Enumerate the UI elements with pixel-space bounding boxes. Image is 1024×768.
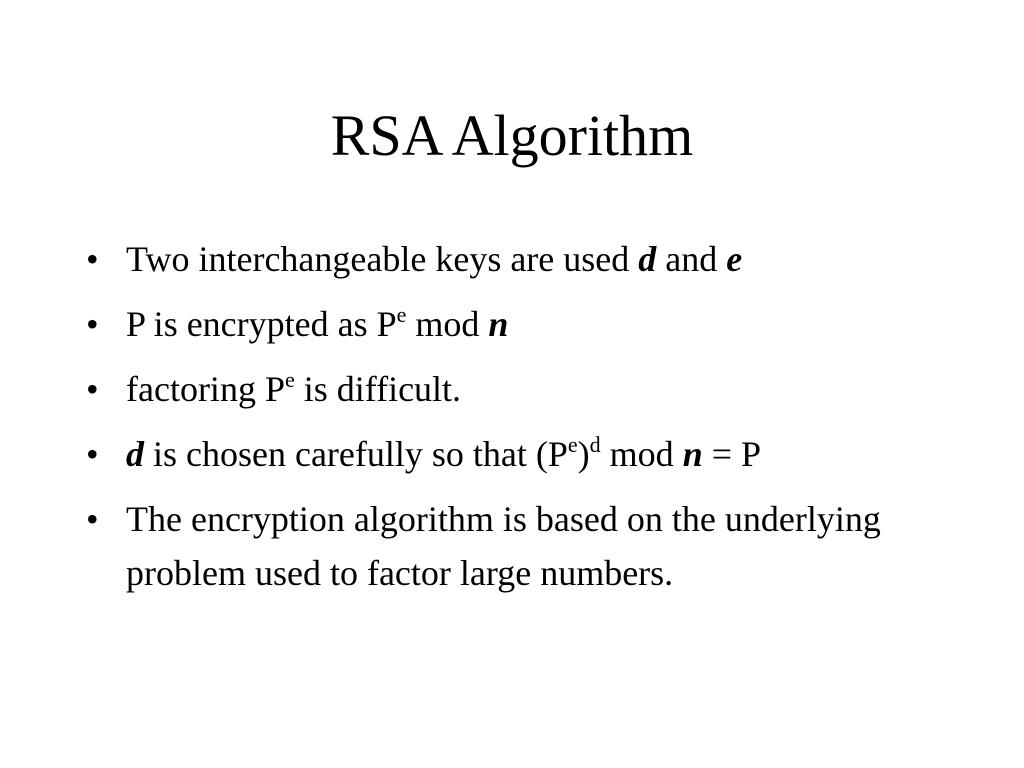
- bullet-text: Two interchangeable keys are used: [126, 239, 639, 279]
- exponent-e: e: [567, 432, 578, 457]
- bullet-dot-icon: •: [86, 369, 99, 409]
- exponent-e: e: [396, 302, 407, 327]
- bullet-text: and: [656, 239, 727, 279]
- bullet-dot-icon: •: [86, 304, 99, 344]
- bullet-item-decryption: [86, 427, 966, 481]
- key-e: e: [726, 239, 743, 279]
- bullet-list: [86, 232, 966, 611]
- key-d: d: [126, 434, 144, 474]
- modulus-n: n: [682, 434, 703, 474]
- bullet-text: P is encrypted as P: [126, 304, 397, 344]
- exponent-e: e: [284, 367, 295, 392]
- key-d: d: [638, 239, 657, 279]
- bullet-text: mod: [600, 434, 683, 474]
- bullet-text: factoring P: [126, 369, 285, 409]
- bullet-item-factoring: [86, 362, 966, 416]
- bullet-item-keys: [86, 232, 966, 286]
- bullet-text: is chosen carefully so that (P: [144, 434, 568, 474]
- bullet-dot-icon: •: [86, 434, 99, 474]
- bullet-item-basis: [86, 492, 966, 600]
- bullet-dot-icon: •: [86, 499, 99, 539]
- bullet-text: ): [577, 434, 590, 474]
- bullet-text: The encryption algorithm is based on the underlying problem used to factor large numbers.: [126, 499, 881, 593]
- exponent-d: d: [589, 432, 601, 457]
- slide-title: RSA Algorithm: [330, 103, 694, 168]
- bullet-text: is difficult.: [294, 369, 462, 409]
- bullet-dot-icon: •: [86, 239, 99, 279]
- bullet-text: mod: [406, 304, 489, 344]
- modulus-n: n: [488, 304, 509, 344]
- bullet-text: = P: [702, 434, 762, 474]
- bullet-item-encryption: [86, 297, 966, 351]
